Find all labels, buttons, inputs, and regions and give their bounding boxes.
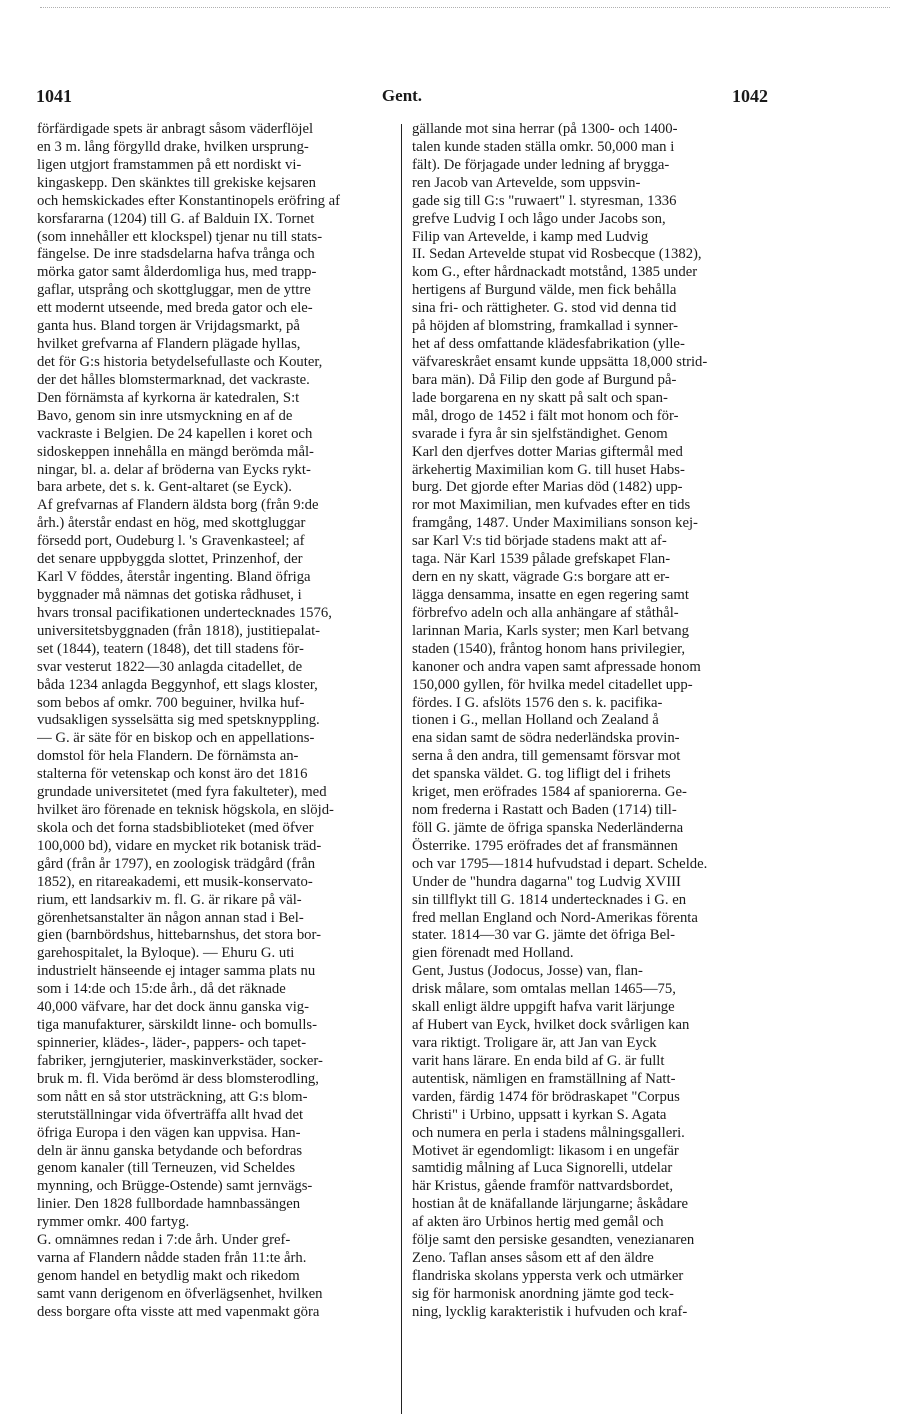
text-line: sar Karl V:s tid började stadens makt att af- [412,533,667,550]
text-line: tionen i G., mellan Holland och Zealand å [412,712,659,729]
text-line: mörka gator samt ålderdomliga hus, med trapp- [37,264,317,281]
text-line: framgång, 1487. Under Maximilians sonson kej- [412,515,698,532]
text-line: hvilket äro förenade en teknisk högskola, en slöjd- [37,802,334,819]
text-line: vudsakligen sysselsätta sig med spetsknyppling. [37,712,320,729]
text-line: som nått en så stor utsträckning, att G:s blom- [37,1088,308,1105]
text-line: Under de "hundra dagarna" tog Ludvig XVIII [412,873,681,890]
text-line: bara arbete, det s. k. Gent-altaret (se Eyck). [37,479,292,496]
text-line: skall enligt äldre uppgift hafva varit lärjunge [412,999,675,1016]
text-line: 100,000 bd), vidare en mycket rik botanisk träd- [37,837,322,854]
text-line: (som innehåller ett klockspel) tjenar nu till stats- [37,228,323,245]
text-line: här Kristus, gående framför nattvardsbordet, [412,1178,674,1195]
text-line: hvars tronsal pacifikationen undertecknades 1576, [37,604,332,621]
text-line: 1852), en ritareakademi, ett musik-konservato- [37,873,313,890]
text-line: af akten äro Urbinos hertig med gemål och [412,1214,664,1231]
text-line: grundade universitetet (med fyra fakulteter), med [37,784,327,801]
text-line: Karl den djerfves dotter Marias giftermål med [412,443,683,460]
text-line: dess borgare ofta visste att med vapenmakt göra [37,1303,320,1320]
text-line: tiga manufakturer, särskildt linne- och bomulls- [37,1017,318,1034]
text-line: varden, färdig 1474 för brödraskapet "Corpus [412,1088,680,1105]
text-line: Motivet är egendomligt: likasom i en ungefär [412,1142,679,1159]
text-line: skola och det forna stadsbiblioteket (med öfver [37,819,314,836]
text-line: nom frederna i Rastatt och Baden (1714) till- [412,802,677,819]
text-line: drisk målare, som omtalas mellan 1465—75, [412,981,676,998]
text-line: gällande mot sina herrar (på 1300- och 1400- [412,121,678,137]
top-dotted-rule [40,7,890,8]
text-line: talen kunde staden ställa omkr. 50,000 man i [412,138,675,155]
text-line: och hemskickades efter Konstantinopels eröfring af [37,192,341,209]
text-line: sterutställningar vida öfverträffa allt hvad det [37,1106,304,1123]
text-line: burg. Det gjorde efter Marias död (1482) upp- [412,479,683,496]
text-line: ror mot Maximilian, men kufvades efter en tids [412,497,691,514]
text-line: II. Sedan Artevelde stupat vid Rosbecque (1382), [412,246,702,263]
text-line: hvilket grefvarna af Flandern plägade hyllas, [37,336,301,353]
text-line: gien (barnbördshus, hittebarnshus, det stora bor- [37,927,322,944]
text-line: stater. 1814—30 var G. jämte det öfriga Bel- [412,927,676,944]
text-line: ärkehertig Maximilian kom G. till huset Habs- [412,461,685,478]
text-line: samt vann derigenom en öfverlägsenhet, hvilken [37,1285,323,1302]
text-line: lägga densamma, insatte en egen regering samt [412,586,689,603]
text-line: der det hålles blomstermarknad, det vackraste. [37,371,310,388]
text-line: ningar, bl. a. delar af bröderna van Eycks rykt- [37,461,311,478]
text-line: universitetsbyggnaden (från 1818), justitiepalat- [37,622,321,639]
text-line: mål, drogo de 1452 i fält mot honom och för- [412,407,679,424]
text-line: serna å den andra, till gemensamt försvar mot [412,748,681,765]
text-line: kriget, men eröfrades 1584 af spaniorerna. Ge- [412,784,687,801]
text-line: Den förnämsta af kyrkorna är katedralen, S:t [37,389,300,406]
text-line: vackraste i Belgien. De 24 kapellen i koret och [37,425,313,442]
text-line: det spanska väldet. G. tog lifligt del i frihets [412,766,671,783]
right-page-number: 1042 [732,86,768,106]
text-line: förbrefvo adeln och alla anhängare af ståthål- [412,604,679,621]
text-line: 150,000 gyllen, för hvilka medel citadellet upp- [412,676,693,693]
left-text-column [37,121,393,1322]
text-line: svarade i fyra år sin sjelfständighet. Genom [412,425,668,442]
text-line: fängelse. De inre stadsdelarna hafva trånga och [37,246,315,263]
text-line: G. omnämnes redan i 7:de årh. Under gref- [37,1232,291,1249]
text-line: samtidig målning af Luca Signorelli, utdelar [412,1160,673,1177]
text-line: årh.) återstår endast en hög, med skottgluggar [37,515,306,532]
text-line: Zeno. Taflan anses såsom ett af den äldre [412,1250,654,1267]
text-line: som i 14:de och 15:de årh., då det räknade [37,981,286,998]
text-line: taga. När Karl 1539 pålade grefskapet Flan- [412,551,671,568]
text-line: mynning, och Brügge-Ostende) samt jernvägs- [37,1178,313,1195]
text-line: Af grefvarnas af Flandern äldsta borg (från 9:de [37,497,319,514]
text-line: sina fri- och rättigheter. G. stod vid denna tid [412,300,677,317]
text-line: ren Jacob van Artevelde, som uppsvin- [412,174,641,191]
text-line: spinnerier, klädes-, läder-, pappers- och tapet- [37,1035,307,1052]
text-line: fördes. I G. afslöts 1576 den s. k. pacifika- [412,694,663,711]
text-line: rymmer omkr. 400 fartyg. [37,1214,190,1231]
text-line: båda 1234 anlagda Beggynhof, ett slags kloster, [37,676,318,693]
text-line: lade borgarena en ny skatt på salt och span- [412,389,668,406]
text-line: rium, ett landsarkiv m. fl. G. är rikare på väl- [37,891,302,908]
text-line: gård (från år 1797), en zoologisk trädgård (från [37,855,316,872]
text-line: korsfararna (1204) till G. af Balduin IX. Tornet [37,210,315,227]
text-line: sig för harmonisk anordning jämte god teck- [412,1285,674,1302]
text-line: ganta hus. Bland torgen är Vrijdagsmarkt, på [37,318,300,335]
text-line: sidoskeppen innehålla en mängd berömda mål- [37,443,314,460]
page-header [36,86,768,110]
text-line: bara män). Då Filip den gode af Burgund på- [412,371,677,388]
text-line: byggnader må nämnas det gotiska rådhuset, i [37,586,302,603]
text-line: 40,000 väfvare, har det dock ännu ganska vig- [37,999,310,1016]
text-line: stalterna för vetenskap och konst äro det 1816 [37,766,308,783]
text-line: autentisk, nämligen en framställning af Natt- [412,1070,676,1087]
text-line: Filip van Artevelde, i kamp med Ludvig [412,228,649,245]
text-line: Österrike. 1795 eröfrades det af fransmännen [412,837,678,854]
text-line: af Hubert van Eyck, hvilket dock svårligen kan [412,1017,690,1034]
text-line: väfvareskrået ensamt kunde uppsätta 18,000 strid- [412,353,708,370]
text-line: fabriker, jerngjuterier, maskinverkstäder, socker- [37,1052,323,1069]
text-line: het af dess omfattande klädesfabrikation (ylle- [412,336,685,353]
text-line: gade sig till G:s "ruwaert" l. styresman, 1336 [412,192,677,209]
text-line: sin tillflykt till G. 1814 undertecknades i G. en [412,891,687,908]
text-line: industrielt hänseende ej intager samma plats nu [37,963,316,980]
text-line: ena sidan samt de södra nederländska provin- [412,730,680,747]
text-line: vara riktigt. Troligare är, att Jan van Eyck [412,1035,657,1052]
text-line: svar vesterut 1822—30 anlagda citadellet, de [37,658,303,675]
text-line: hertigens af Burgund välde, men fick behålla [412,282,677,299]
text-line: Christi" i Urbino, uppsatt i kyrkan S. Agata [412,1106,667,1123]
text-line: gaflar, utsprång och skottgluggar, men de yttre [37,282,311,299]
text-line: kanoner och andra vapen samt afpressade honom [412,658,701,675]
text-line: fält). De förjagade under ledning af brygga- [412,156,670,173]
text-line: det för G:s historia betydelsefullaste och Kouter, [37,353,323,370]
text-line: set (1844), teatern (1848), det till stadens för- [37,640,304,657]
right-text-column [412,121,768,1322]
text-line: flandriska skolans yppersta verk och utmärker [412,1268,684,1284]
text-line: deln är ännu ganska betydande och befordras [37,1142,303,1159]
text-line: ning, lycklig karakteristik i hufvuden och kraf- [412,1303,688,1320]
text-line: och numera en perla i stadens målningsgalleri. [412,1124,685,1141]
text-line: följe samt den persiske gesandten, venezianaren [412,1232,695,1249]
text-line: försedd port, Oudeburg l. 's Gravenkasteel; af [37,533,305,550]
text-line: ligen utgjort framstammen på ett nordiskt vi- [37,156,302,173]
running-title: Gent. [381,86,423,105]
text-line: öfriga Europa i den vägen kan uppvisa. Han- [37,1124,301,1141]
text-line: Gent, Justus (Jodocus, Josse) van, flan- [412,963,643,980]
text-line: som bebos af omkr. 700 beguiner, hvilka huf- [37,694,305,711]
text-line: Bavo, genom sin inre utsmyckning en af de [37,407,293,424]
text-line: kingaskepp. Den skänktes till grekiske kejsaren [37,174,316,191]
text-line: linier. Den 1828 fullbordade hamnbassängen [37,1196,301,1213]
text-line: på höjden af blomstring, framkallad i synner- [412,318,679,335]
text-line: och var 1795—1814 hufvudstad i depart. Schelde. [412,855,708,872]
text-line: varit hans lärare. En enda bild af G. är fullt [412,1052,665,1069]
text-line: gien förenadt med Holland. [412,945,574,962]
text-line: dern en ny skatt, vägrade G:s borgare att er- [412,569,670,586]
text-line: ett modernt utseende, med breda gator och ele- [37,300,313,317]
text-line: grefve Ludvig I och lågo under Jacobs son, [412,210,666,227]
text-line: det senare uppbyggda slottet, Prinzenhof, der [37,551,303,568]
text-line: bruk m. fl. Vida berömd är dess blomsterodling, [37,1070,319,1087]
text-line: görenhetsanstalter än någon annan stad i Bel- [37,909,304,926]
text-line: fred mellan England och Nord-Amerikas förenta [412,909,698,926]
text-line: domstol för hela Flandern. De förnämsta an- [37,748,299,765]
text-line: genom handel en betydlig makt och rikedom [37,1268,300,1284]
text-line: garehospitalet, la Byloque). — Ehuru G. uti [37,945,295,962]
text-line: kom G., efter hårdnackadt motstånd, 1385 under [412,264,698,281]
text-line: förfärdigade spets är anbragt såsom väderflöjel [37,121,314,137]
text-line: staden (1540), fråntog honom hans privilegier, [412,640,686,657]
text-line: genom kanaler (till Terneuzen, vid Scheldes [37,1160,296,1177]
text-line: hostian åt de knäfallande lärjungarne; åskådare [412,1196,689,1213]
text-line: Karl V föddes, återstår ingenting. Bland öfriga [37,569,311,586]
text-line: föll G. jämte de öfriga spanska Nederländerna [412,819,684,836]
text-line: larinnan Maria, Karls syster; men Karl betvang [412,622,689,639]
left-page-number: 1041 [36,86,72,106]
column-divider [401,124,402,1414]
text-line: varna af Flandern nådde staden från 11:te årh. [37,1250,307,1267]
text-line: — G. är säte för en biskop och en appellations- [37,730,315,747]
text-line: en 3 m. lång förgylld drake, hvilken ursprung- [37,138,309,155]
